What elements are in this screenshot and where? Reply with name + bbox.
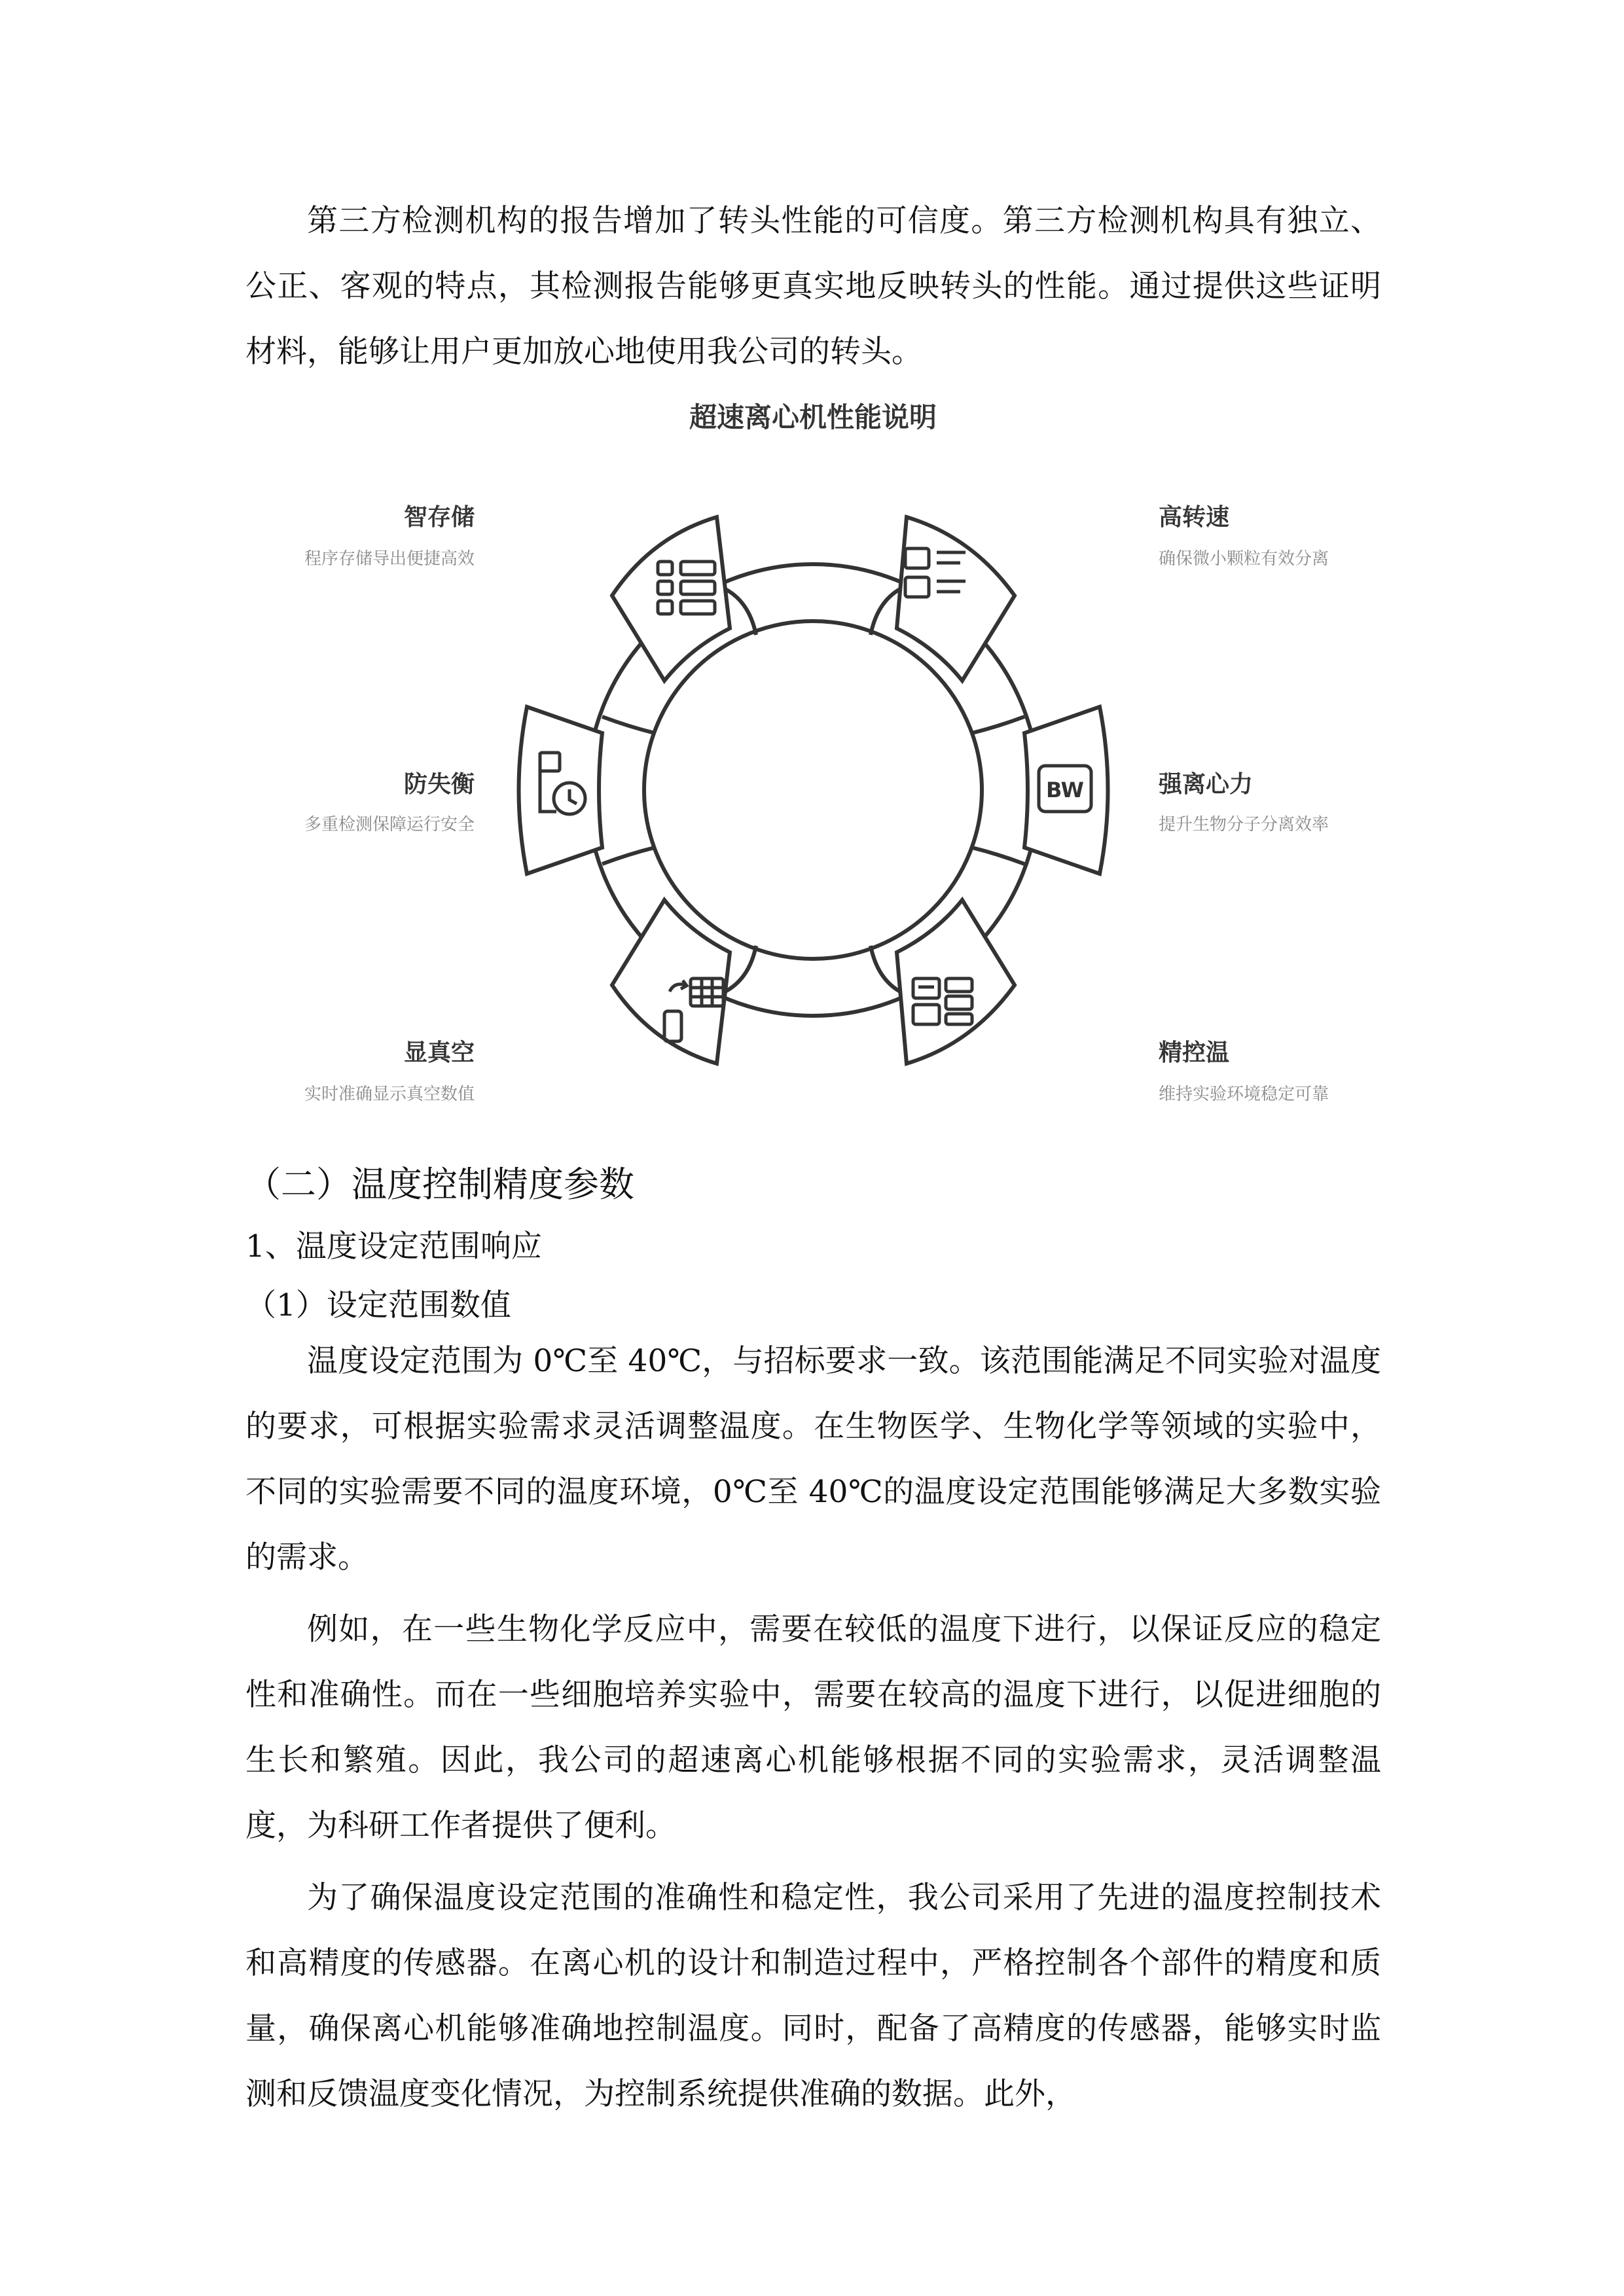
node-mid-left: [519, 707, 603, 874]
item-heading: （1）设定范围数值: [245, 1287, 511, 1323]
feature-desc-storage: 程序存储导出便捷高效: [304, 549, 475, 569]
feature-title-speed: 高转速: [1159, 504, 1230, 531]
range-paragraph: 温度设定范围为 0℃至 40℃，与招标要求一致。该范围能满足不同实验对温度的要求，可根据实验需求灵活调整温度。在生物医学、生物化学等领域的实验中，不同的实验需要不同的温度环境，0℃至 40℃的温度设定范围能够满足大多数实验的需求。: [245, 1343, 1381, 1575]
feature-title-temperature: 精控温: [1159, 1039, 1230, 1066]
inner-ring: [644, 621, 982, 959]
figure-title: 超速离心机性能说明: [689, 401, 937, 433]
accuracy-paragraph: 为了确保温度设定范围的准确性和稳定性，我公司采用了先进的温度控制技术和高精度的传感器。在离心机的设计和制造过程中，严格控制各个部件的精度和质量，确保离心机能够准确地控制温度。同时，配备了高精度的传感器，能够实时监测和反馈温度变化情况，为控制系统提供准确的数据。此外，: [245, 1880, 1381, 2112]
example-paragraph: 例如，在一些生物化学反应中，需要在较低的温度下进行，以保证反应的稳定性和准确性。而在一些细胞培养实验中，需要在较高的温度下进行，以促进细胞的生长和繁殖。因此，我公司的超速离心机能够根据不同的实验需求，灵活调整温度，为科研工作者提供了便利。: [245, 1611, 1381, 1844]
feature-desc-force: 提升生物分子分离效率: [1159, 815, 1329, 834]
node-mid-right: [1024, 707, 1108, 874]
intro-paragraph: 第三方检测机构的报告增加了转头性能的可信度。第三方检测机构具有独立、公正、客观的特点，其检测报告能够更真实地反映转头的性能。通过提供这些证明材料，能够让用户更加放心地使用我公司的转头。: [245, 203, 1381, 370]
feature-desc-speed: 确保微小颗粒有效分离: [1159, 549, 1329, 569]
feature-title-vacuum: 显真空: [403, 1039, 475, 1066]
subsection-heading: 1、温度设定范围响应: [245, 1229, 542, 1265]
feature-title-storage: 智存储: [403, 504, 475, 531]
cycle-diagram: [245, 386, 1381, 1132]
feature-desc-temperature: 维持实验环境稳定可靠: [1159, 1085, 1329, 1104]
feature-title-force: 强离心力: [1159, 771, 1254, 798]
feature-title-balance: 防失衡: [403, 771, 475, 798]
section-heading: （二）温度控制精度参数: [245, 1164, 634, 1205]
feature-desc-balance: 多重检测保障运行安全: [304, 815, 475, 834]
feature-desc-vacuum: 实时准确显示真空数值: [304, 1085, 475, 1104]
performance-figure: [245, 386, 1381, 1132]
bw-badge-label: BW: [1046, 778, 1084, 802]
